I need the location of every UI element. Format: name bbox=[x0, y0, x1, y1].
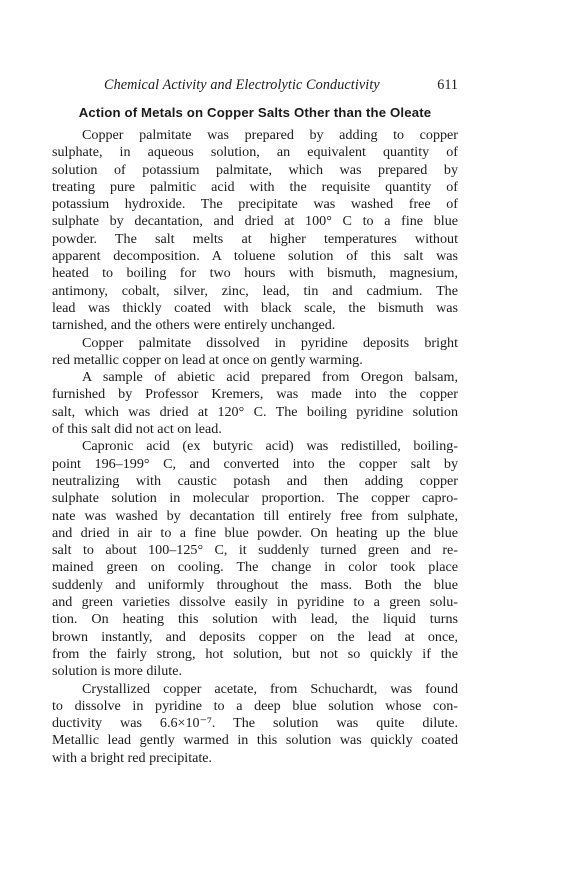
text-line: furnished by Professor Kremers, was made into the copper bbox=[52, 386, 458, 403]
text-line: solution is more dilute. bbox=[52, 663, 182, 680]
text-line: potassium hydroxide. The precipitate was washed free of bbox=[52, 196, 458, 213]
text-line: tarnished, and the others were entirely unchanged. bbox=[52, 317, 336, 334]
text-line: Metallic lead gently warmed in this solution was quickly coated bbox=[52, 732, 458, 749]
text-line: of this salt did not act on lead. bbox=[52, 421, 222, 438]
paragraph bbox=[52, 335, 458, 370]
text-line: suddenly and uniformly throughout the mass. Both the blue bbox=[52, 576, 458, 593]
text-line: brown instantly, and deposits copper on the lead at once, bbox=[52, 628, 458, 645]
text-line: sulphate, in aqueous solution, an equivalent quantity of bbox=[52, 144, 458, 161]
text-line: and green varieties dissolve easily in pyridine to a green solu- bbox=[52, 594, 458, 611]
text-line: and dried in air to a fine blue powder. On heating up the blue bbox=[52, 524, 458, 541]
text-line: with a bright red precipitate. bbox=[52, 749, 213, 766]
text-line: red metallic copper on lead at once on gently warming. bbox=[52, 351, 363, 368]
text-line: Copper palmitate dissolved in pyridine deposits bright bbox=[82, 334, 458, 351]
section-heading: Action of Metals on Copper Salts Other than the Oleate bbox=[78, 105, 432, 120]
text-line: neutralizing with caustic potash and then adding copper bbox=[52, 472, 458, 489]
text-line: A sample of abietic acid prepared from Oregon balsam, bbox=[82, 369, 458, 386]
text-line: heated to boiling for two hours with bismuth, magnesium, bbox=[52, 265, 458, 282]
running-title: Chemical Activity and Electrolytic Conductivity bbox=[104, 77, 380, 93]
text-line: Crystallized copper acetate, from Schuchardt, was found bbox=[82, 680, 458, 697]
text-line: Capronic acid (ex butyric acid) was redistilled, boiling- bbox=[82, 438, 458, 455]
text-line: antimony, cobalt, silver, zinc, lead, tin and cadmium. The bbox=[52, 282, 458, 299]
paragraph bbox=[52, 438, 458, 680]
text-line: apparent decomposition. A toluene solution of this salt was bbox=[52, 248, 458, 265]
text-line: salt, which was dried at 120° C. The boiling pyridine solution bbox=[52, 403, 458, 420]
text-line: solution of potassium palmitate, which was prepared by bbox=[52, 161, 458, 178]
text-line: tion. On heating this solution with lead, the liquid turns bbox=[52, 611, 458, 628]
text-line: powder. The salt melts at higher temperatures without bbox=[52, 230, 458, 247]
text-line: mained green on cooling. The change in color took place bbox=[52, 559, 458, 576]
paragraph bbox=[52, 369, 458, 438]
article-body bbox=[52, 127, 458, 767]
text-line: Copper palmitate was prepared by adding to copper bbox=[82, 127, 458, 143]
text-line: from the fairly strong, hot solution, but not so quickly if the bbox=[52, 645, 458, 662]
text-line: nate was washed by decantation till entirely free from sulphate, bbox=[52, 507, 458, 524]
running-head bbox=[0, 75, 458, 95]
text-line: treating pure palmitic acid with the requisite quantity of bbox=[52, 178, 458, 195]
text-line: point 196–199° C, and converted into the copper salt by bbox=[52, 455, 458, 472]
text-line: to dissolve in pyridine to a deep blue solution whose con- bbox=[52, 697, 458, 714]
paragraph bbox=[52, 681, 458, 767]
text-line: lead was thickly coated with black scale, the bismuth was bbox=[52, 299, 458, 316]
text-line: sulphate by decantation, and dried at 100° C to a fine blue bbox=[52, 213, 458, 230]
text-line: ductivity was 6.6×10⁻⁷. The solution was quite dilute. bbox=[52, 715, 458, 732]
page-number: 611 bbox=[437, 77, 458, 93]
text-line: sulphate solution in molecular proportion. The copper capro- bbox=[52, 490, 458, 507]
paragraph bbox=[52, 127, 458, 335]
text-line: salt to about 100–125° C, it suddenly turned green and re- bbox=[52, 542, 458, 559]
